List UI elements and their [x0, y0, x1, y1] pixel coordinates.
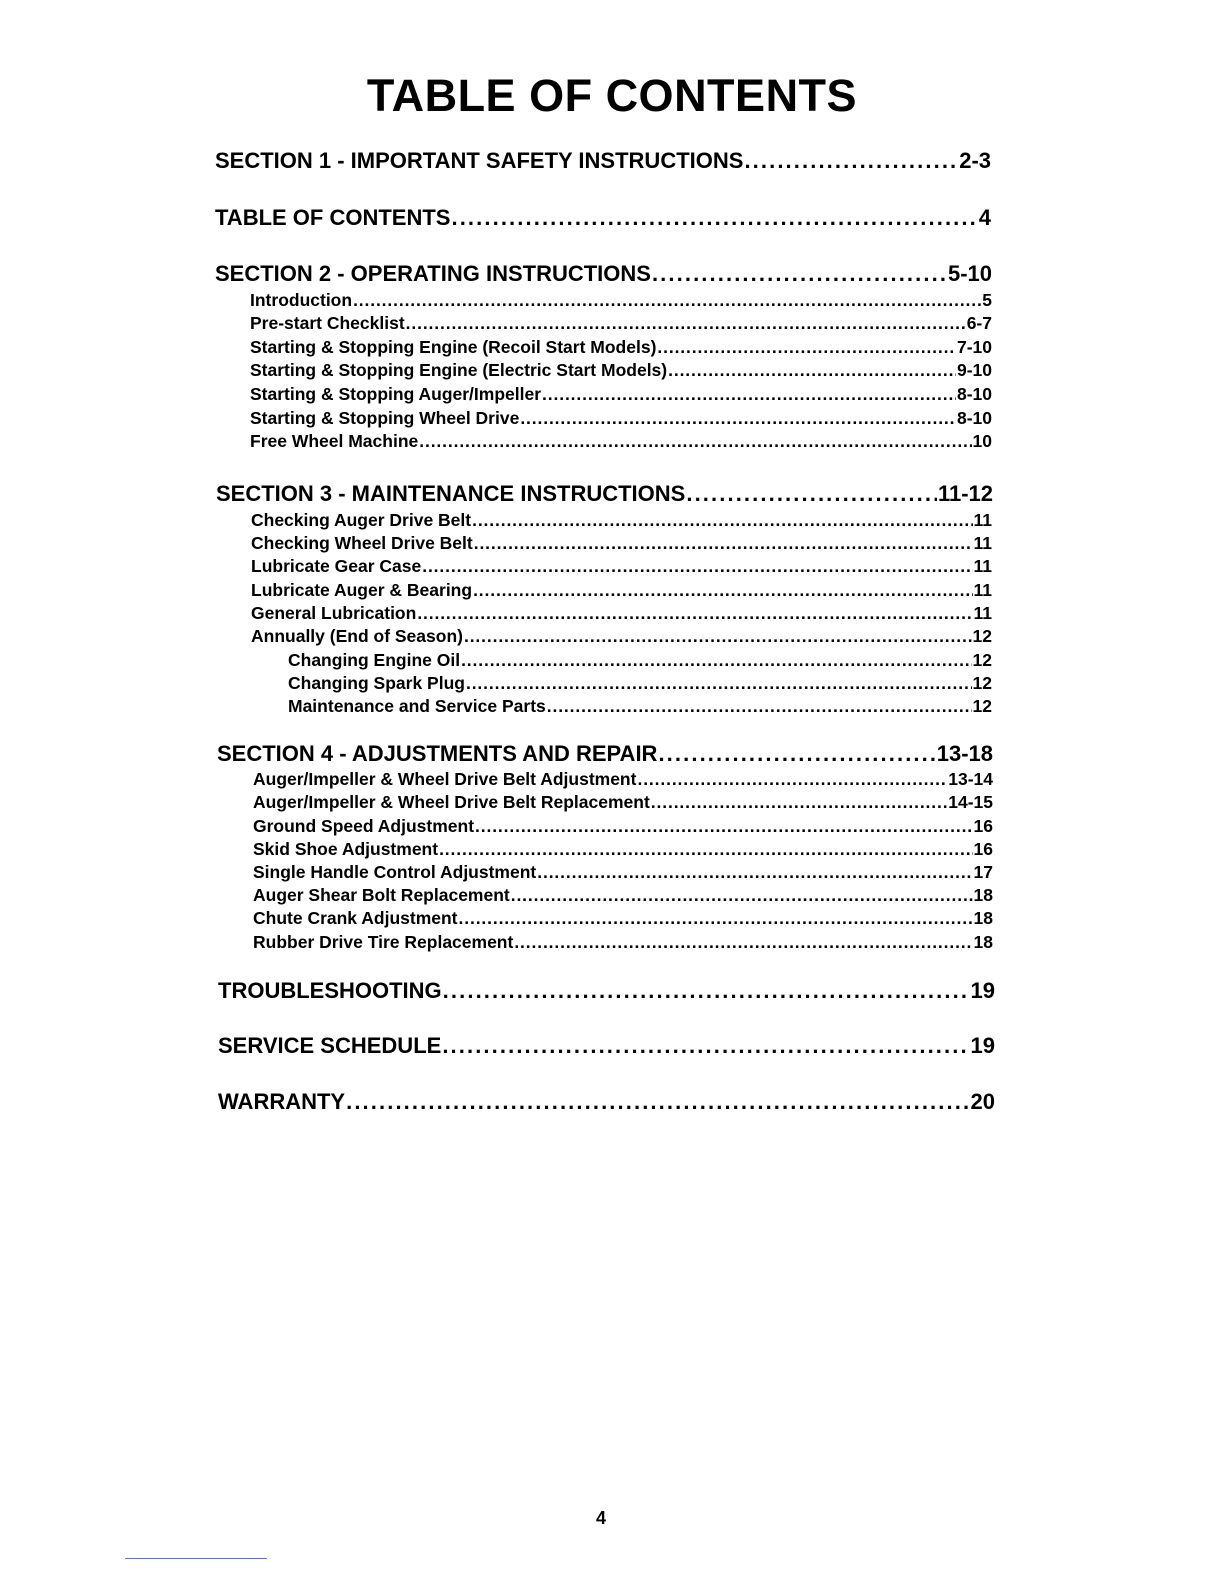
toc-subentry[interactable] — [250, 360, 992, 381]
toc-subsubentry[interactable] — [288, 650, 992, 671]
toc-entry-label: SECTION 1 - IMPORTANT SAFETY INSTRUCTIONS — [215, 148, 744, 173]
leader-dots — [406, 313, 966, 334]
toc-subentry[interactable] — [253, 932, 993, 953]
toc-subentry[interactable] — [253, 908, 993, 929]
toc-entry-page: 13-14 — [948, 769, 993, 789]
toc-entry-label: Maintenance and Service Parts — [288, 696, 546, 716]
toc-entry-label: Skid Shoe Adjustment — [253, 839, 439, 859]
toc-entry-page: 11-12 — [937, 481, 993, 506]
toc-subentry[interactable] — [253, 816, 993, 837]
leader-dots — [658, 741, 935, 767]
leader-dots — [461, 650, 971, 671]
leader-dots — [417, 603, 972, 624]
toc-subentry[interactable] — [251, 533, 992, 554]
toc-subentry[interactable] — [250, 384, 992, 405]
leader-dots — [474, 533, 973, 554]
leader-dots — [443, 978, 970, 1004]
toc-entry-page: 18 — [973, 885, 993, 905]
toc-entry-label: SECTION 2 - OPERATING INSTRUCTIONS — [215, 261, 651, 286]
toc-subentry[interactable] — [250, 290, 992, 311]
toc-entry-page: 18 — [973, 908, 993, 928]
toc-subentry[interactable] — [250, 313, 992, 334]
toc-entry-page: 5 — [982, 290, 992, 310]
toc-entry-label: SERVICE SCHEDULE — [218, 1033, 442, 1058]
leader-dots — [668, 360, 956, 381]
toc-entry[interactable] — [218, 1033, 995, 1059]
toc-entry-page: 2-3 — [959, 148, 991, 173]
leader-dots — [419, 431, 971, 452]
toc-entry-page: 8-10 — [956, 384, 992, 404]
leader-dots — [542, 384, 956, 405]
leader-dots — [520, 408, 956, 429]
toc-entry-page: 10 — [972, 431, 992, 451]
toc-subsubentry[interactable] — [288, 673, 992, 694]
toc-entry-label: Starting & Stopping Engine (Electric Start Models) — [250, 360, 668, 380]
toc-entry-label: Free Wheel Machine — [250, 431, 419, 451]
toc-entry-label: Introduction — [250, 290, 353, 310]
leader-dots — [472, 510, 972, 531]
toc-entry-label: Chute Crank Adjustment — [253, 908, 458, 928]
toc-entry-page: 14-15 — [948, 792, 993, 812]
toc-subentry[interactable] — [251, 556, 992, 577]
toc-subentry[interactable] — [251, 580, 992, 601]
toc-entry-label: Ground Speed Adjustment — [253, 816, 475, 836]
toc-subentry[interactable] — [253, 839, 993, 860]
toc-entry-page: 7-10 — [956, 337, 992, 357]
toc-entry-page: 18 — [973, 932, 993, 952]
toc-entry-page: 11 — [973, 603, 992, 623]
leader-dots — [537, 862, 972, 883]
toc-entry-label: Annually (End of Season) — [251, 626, 463, 646]
leader-dots — [514, 932, 972, 953]
toc-subentry[interactable] — [253, 862, 993, 883]
toc-subentry[interactable] — [251, 603, 992, 624]
toc-entry-label: General Lubrication — [251, 603, 417, 623]
toc-entry-page: 11 — [973, 580, 992, 600]
toc-entry-page: 17 — [973, 862, 993, 882]
toc-entry-label: Starting & Stopping Wheel Drive — [250, 408, 520, 428]
toc-entry-page: 5-10 — [947, 261, 992, 286]
toc-entry[interactable] — [217, 741, 993, 767]
leader-dots — [547, 696, 972, 717]
toc-subentry[interactable] — [251, 510, 992, 531]
toc-entry-label: WARRANTY — [218, 1089, 346, 1114]
toc-entry-page: 11 — [973, 510, 992, 530]
toc-entry-label: Lubricate Gear Case — [251, 556, 422, 576]
leader-dots — [686, 481, 937, 507]
leader-dots — [466, 673, 972, 694]
toc-entry[interactable] — [218, 978, 995, 1004]
toc-entry-label: Starting & Stopping Engine (Recoil Start Models) — [250, 337, 657, 357]
leader-dots — [651, 792, 947, 813]
toc-subentry[interactable] — [250, 337, 992, 358]
leader-dots — [475, 816, 973, 837]
toc-entry-page: 12 — [972, 673, 992, 693]
toc-entry-label: Checking Wheel Drive Belt — [251, 533, 473, 553]
toc-entry[interactable] — [216, 481, 993, 507]
toc-entry-label: SECTION 3 - MAINTENANCE INSTRUCTIONS — [216, 481, 686, 506]
toc-entry-label: Auger/Impeller & Wheel Drive Belt Replacement — [253, 792, 650, 812]
toc-entry-label: Auger Shear Bolt Replacement — [253, 885, 510, 905]
toc-entry-page: 12 — [972, 626, 992, 646]
toc-subentry[interactable] — [253, 792, 993, 813]
toc-entry[interactable] — [215, 205, 991, 231]
leader-dots — [637, 769, 947, 790]
leader-dots — [652, 261, 947, 287]
toc-subentry[interactable] — [251, 626, 992, 647]
toc-entry-label: Pre-start Checklist — [250, 313, 405, 333]
leader-dots — [459, 908, 973, 929]
leader-dots — [439, 839, 972, 860]
leader-dots — [451, 205, 977, 231]
toc-subentry[interactable] — [253, 769, 993, 790]
toc-entry-label: Starting & Stopping Auger/Impeller — [250, 384, 542, 404]
toc-entry[interactable] — [215, 148, 991, 174]
toc-entry-page: 12 — [972, 650, 992, 670]
page-title: TABLE OF CONTENTS — [366, 70, 858, 121]
toc-entry-label: Auger/Impeller & Wheel Drive Belt Adjustment — [253, 769, 637, 789]
leader-dots — [464, 626, 972, 647]
toc-entry-label: Rubber Drive Tire Replacement — [253, 932, 514, 952]
toc-entry[interactable] — [218, 1089, 995, 1115]
toc-entry-label: Single Handle Control Adjustment — [253, 862, 537, 882]
toc-entry-label: Lubricate Auger & Bearing — [251, 580, 473, 600]
page-number: 4 — [595, 1508, 606, 1528]
toc-entry-page: 9-10 — [956, 360, 992, 380]
toc-entry-label: TABLE OF CONTENTS — [215, 205, 451, 230]
toc-entry-page: 6-7 — [966, 313, 992, 333]
toc-entry-page: 11 — [973, 533, 992, 553]
toc-entry-page: 4 — [978, 205, 991, 230]
toc-entry-page: 20 — [970, 1089, 995, 1114]
toc-entry-page: 12 — [972, 696, 992, 716]
toc-entry-page: 16 — [973, 839, 993, 859]
toc-entry-label: Changing Spark Plug — [288, 673, 465, 693]
toc-entry-label: Checking Auger Drive Belt — [251, 510, 472, 530]
leader-dots — [346, 1089, 969, 1115]
leader-dots — [744, 148, 958, 174]
toc-entry-page: 8-10 — [956, 408, 992, 428]
toc-entry-page: 13-18 — [936, 741, 993, 766]
leader-dots — [422, 556, 972, 577]
leader-dots — [657, 337, 956, 358]
toc-entry-page: 19 — [970, 978, 995, 1003]
toc-entry-page: 16 — [973, 816, 993, 836]
toc-entry-page: 19 — [970, 1033, 995, 1058]
leader-dots — [353, 290, 981, 311]
toc-subsubentry[interactable] — [288, 696, 992, 717]
toc-subentry[interactable] — [253, 885, 993, 906]
leader-dots — [473, 580, 972, 601]
toc-subentry[interactable] — [250, 408, 992, 429]
toc-entry-page: 11 — [973, 556, 992, 576]
toc-subentry[interactable] — [250, 431, 992, 452]
toc-entry-label: TROUBLESHOOTING — [218, 978, 442, 1003]
toc-entry-label: Changing Engine Oil — [288, 650, 461, 670]
toc-entry[interactable] — [215, 261, 992, 287]
toc-entry-label: SECTION 4 - ADJUSTMENTS AND REPAIR — [217, 741, 658, 766]
leader-dots — [442, 1033, 969, 1059]
scan-edge-line — [125, 1558, 267, 1559]
leader-dots — [511, 885, 973, 906]
